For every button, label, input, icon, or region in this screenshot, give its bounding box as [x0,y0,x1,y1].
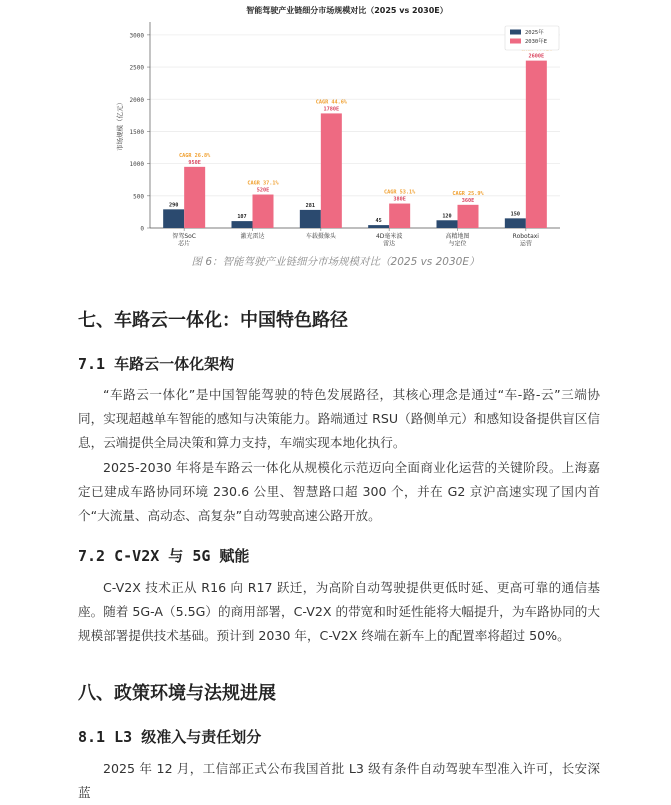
y-tick-label: 3000 [129,32,144,40]
x-tick-label: 激光雷达 [240,233,265,240]
bar-2025 [437,220,458,228]
paragraph-7-1-1: “车路云一体化”是中国智能驾驶的特色发展路径，其核心理念是通过“车-路-云”三端协同，实现超越单车智能的感知与决策能力。路端通过 RSU（路侧单元）和感知设备提供盲区信息，云端提供全局决策和算力支持，车端实现本地化执行。 [78,387,600,450]
x-tick-label: 车载摄像头 [305,233,336,240]
y-tick-label: 2500 [129,64,144,72]
x-tick-label: 智驾SoC [172,233,197,240]
y-tick-label: 2000 [129,96,144,104]
cagr-label: CAGR 37.1% [247,180,279,187]
bar-value-label: 281 [305,202,316,209]
figure-caption: 图 6：智能驾驶产业链细分市场规模对比（2025 vs 2030E） [191,256,480,268]
bar-value-label: 290 [168,202,179,209]
y-axis-label: 市场规模（亿元） [116,99,124,151]
market-size-chart [105,0,565,250]
bar-value-label: 2600E [528,53,545,60]
x-tick-label: 4D毫米波 [375,233,403,240]
legend-entry: 2025年 [525,30,544,36]
cagr-label: CAGR 26.8% [179,152,211,159]
x-tick-label: Robotaxi [512,233,539,240]
paragraph-8-1-1: 2025 年 12 月，工信部正式公布我国首批 L3 级有条件自动驾驶车型准入许可，长安深蓝 [78,761,600,800]
y-tick-label: 500 [133,193,144,201]
bar-value-label: 107 [237,214,247,221]
subsection-heading-8-1: 8.1 L3 级准入与责任划分 [78,728,262,746]
legend-swatch [510,30,521,35]
section-heading-7: 七、车路云一体化：中国特色路径 [78,310,348,331]
x-tick-label: 雷达 [383,240,396,248]
bar-2025 [232,221,253,228]
cagr-label: CAGR 25.9% [452,190,484,197]
bar-value-label: 120 [442,213,452,220]
bar-2030e [458,205,479,228]
y-tick-label: 1000 [129,161,144,169]
bar-2025 [368,225,389,228]
bar-2025 [505,218,526,228]
bar-2030e [184,167,205,228]
bar-value-label: 950E [188,159,201,166]
paragraph-7-1-2: 2025-2030 年将是车路云一体化从规模化示范迈向全面商业化运营的关键阶段。上海嘉定已建成车路协同环境 230.6 公里、智慧路口超 300 个，并在 G2 京沪高速实现了国内首个“大流量、高动态、高复杂”自动驾驶高速公路开放。 [78,460,600,523]
y-tick-label: 1500 [129,128,144,136]
x-tick-label: 高精地图 [445,233,470,240]
bar-value-label: 520E [256,187,270,194]
bar-2025 [163,209,184,228]
x-tick-label: 芯片 [178,240,191,248]
y-tick-label: 0 [140,225,144,233]
subsection-heading-7-1: 7.1 车路云一体化架构 [78,355,235,373]
bar-2030e [389,204,410,228]
legend-entry: 2030年E [525,39,548,45]
bar-2025 [300,210,321,228]
bar-value-label: 360E [461,197,475,204]
bar-2030e [253,195,274,228]
section-heading-8: 八、政策环境与法规进展 [78,683,276,704]
bar-chart-svg [105,0,565,250]
bar-2030e [321,113,342,228]
cagr-label: CAGR 44.6% [315,99,347,106]
legend-swatch [510,39,521,44]
subsection-heading-7-2: 7.2 C-V2X 与 5G 赋能 [78,547,250,565]
paragraph-7-2-1: C-V2X 技术正从 R16 向 R17 跃迁，为高阶自动驾驶提供更低时延、更高可靠的通信基座。随着 5G-A（5.5G）的商用部署，C-V2X 的带宽和时延性能将大幅提升，为车路协同的大规模部署提供技术基础。预计到 2030 年，C-V2X 终端在新车上的配置率将超过 50%。 [78,580,600,643]
cagr-label: CAGR 53.1% [384,189,416,196]
bar-value-label: 1780E [323,106,340,113]
bar-value-label: 380E [393,196,406,203]
chart-title: 智能驾驶产业链细分市场规模对比（2025 vs 2030E） [246,6,448,15]
bar-value-label: 150 [510,211,521,218]
bar-2030e [526,61,547,228]
x-tick-label: 运营 [519,240,532,248]
x-tick-label: 与定位 [448,240,467,248]
bar-value-label: 45 [375,218,382,225]
